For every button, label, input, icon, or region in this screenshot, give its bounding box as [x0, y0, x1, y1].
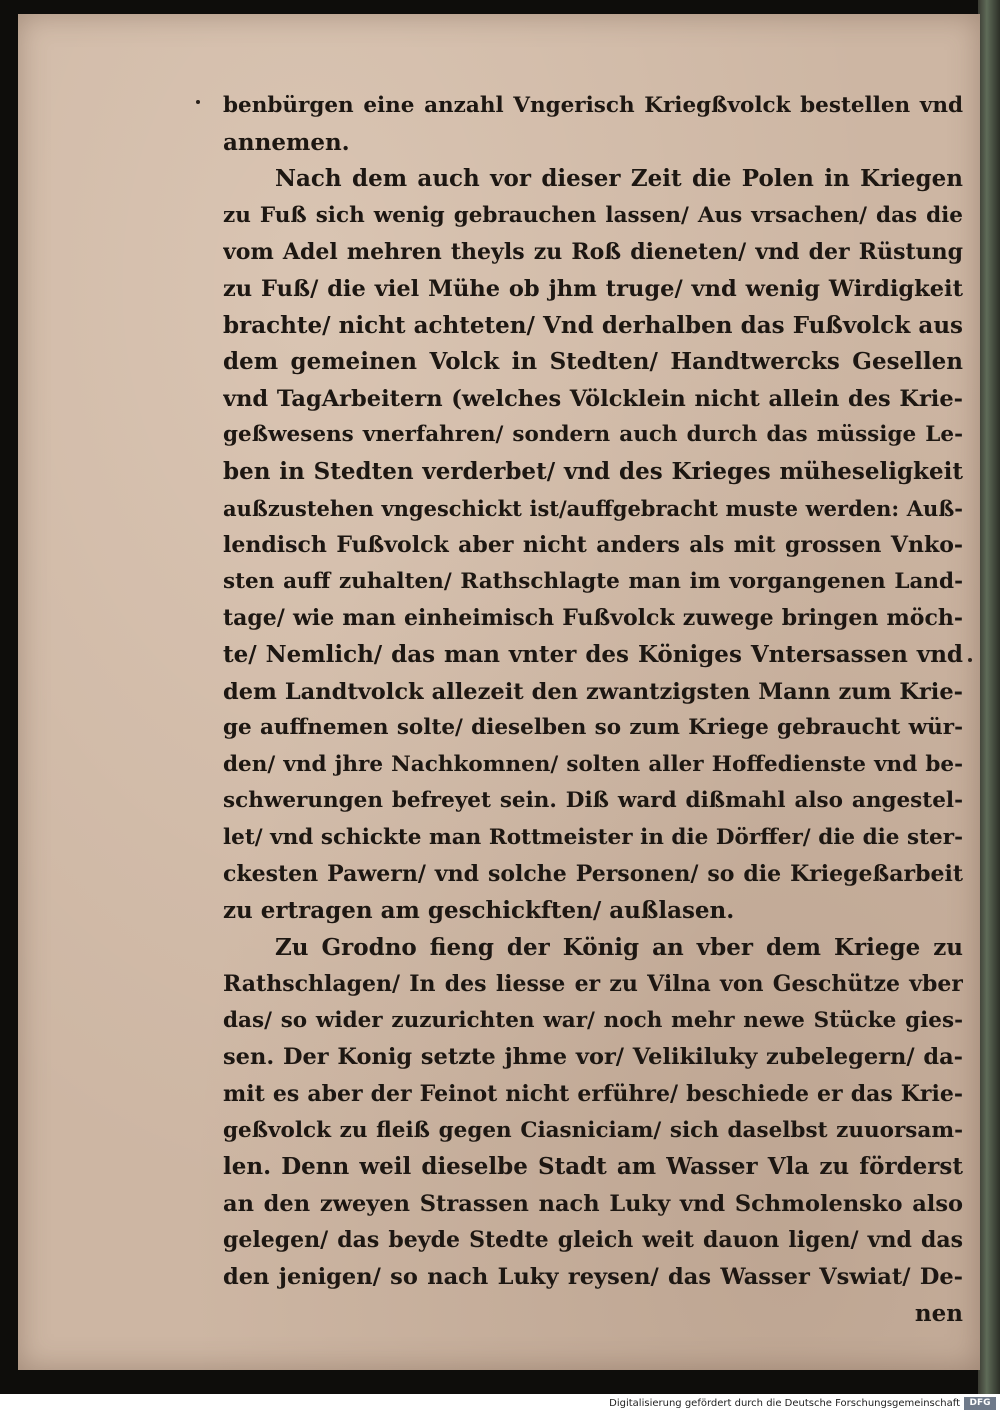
text-line: mit es aber der Feinot nicht erführe/ beschiede er das Krie- — [223, 1081, 963, 1108]
text-line: das/ so wider zuzurichten war/ noch mehr newe Stücke gies- — [223, 1007, 963, 1033]
text-line: den/ vnd jhre Nachkomnen/ solten aller Hoffedienste vnd be- — [223, 751, 963, 777]
digitization-credit: Digitalisierung gefördert durch die Deutsche Forschungsgemeinschaft — [609, 1398, 960, 1409]
text-line: annemen. — [223, 128, 350, 156]
text-line: geßwesens vnerfahren/ sondern auch durch das müssige Le- — [223, 422, 963, 448]
text-line: sten auff zuhalten/ Rathschlagte man im vorgangenen Land- — [223, 568, 963, 594]
text-line: vom Adel mehren theyls zu Roß dieneten/ vnd der Rüstung — [223, 239, 963, 266]
text-line: geßvolck zu fleiß gegen Ciasniciam/ sich daselbst zuuorsam- — [223, 1117, 963, 1143]
text-line: sen. Der Konig setzte jhme vor/ Velikiluky zubelegern/ da- — [223, 1044, 963, 1071]
text-line: te/ Nemlich/ das man vnter des Königes Vntersassen vnd — [223, 640, 963, 668]
dfg-logo-icon: DFG — [964, 1397, 996, 1410]
text-line: dem gemeinen Volck in Stedten/ Handtwercks Gesellen — [223, 348, 963, 376]
text-line: schwerungen befreyet sein. Diß ward dißmahl also angestel- — [223, 788, 963, 814]
text-line: Rathschlagen/ In des liesse er zu Vilna von Geschütze vber — [223, 971, 963, 998]
text-line: Zu Grodno fieng der König an vber dem Kriege zu — [275, 933, 963, 961]
text-line: zu Fuß sich wenig gebrauchen lassen/ Aus vrsachen/ das die — [223, 202, 963, 228]
text-line: ben in Stedten verderbet/ vnd des Krieges müheseligkeit — [223, 457, 963, 485]
book-page — [18, 14, 980, 1370]
text-line: benbürgen eine anzahl Vngerisch Kriegßvolck bestellen vnd — [223, 93, 963, 118]
ink-mark — [968, 658, 972, 662]
page-text — [223, 88, 963, 1332]
text-line: zu Fuß/ die viel Mühe ob jhm truge/ vnd wenig Wirdigkeit — [223, 275, 963, 302]
catchword: nen — [914, 1299, 963, 1327]
text-line: außzustehen vngeschickt ist/auffgebracht muste werden: Auß- — [223, 495, 963, 521]
ink-mark — [196, 100, 200, 104]
text-line: an den zweyen Strassen nach Luky vnd Schmolensko also — [223, 1190, 963, 1217]
book-spine-edge — [978, 0, 1000, 1394]
text-line: Nach dem auch vor dieser Zeit die Polen in Kriegen — [275, 165, 963, 193]
text-line: gelegen/ das beyde Stedte gleich weit dauon ligen/ vnd das — [223, 1227, 963, 1254]
text-line: lendisch Fußvolck aber nicht anders als mit grossen Vnko- — [223, 532, 963, 559]
text-line: len. Denn weil dieselbe Stadt am Wasser Vla zu förderst — [223, 1153, 963, 1181]
text-line: ckesten Pawern/ vnd solche Personen/ so die Kriegeßarbeit — [223, 861, 963, 888]
text-line: den jenigen/ so nach Luky reysen/ das Wasser Vswiat/ De- — [223, 1264, 963, 1290]
text-line: ge auffnemen solte/ dieselben so zum Kriege gebraucht wür- — [223, 715, 963, 741]
text-line: let/ vnd schickte man Rottmeister in die Dörffer/ die die ster- — [223, 824, 963, 850]
text-line: brachte/ nicht achteten/ Vnd derhalben das Fußvolck aus — [223, 311, 963, 339]
text-line: vnd TagArbeitern (welches Völcklein nicht allein des Krie- — [223, 385, 963, 412]
text-line: tage/ wie man einheimisch Fußvolck zuwege bringen möch- — [223, 605, 963, 632]
text-line: dem Landtvolck allezeit den zwantzigsten Mann zum Krie- — [223, 678, 963, 705]
text-line: zu ertragen am geschickften/ außlasen. — [223, 897, 735, 925]
